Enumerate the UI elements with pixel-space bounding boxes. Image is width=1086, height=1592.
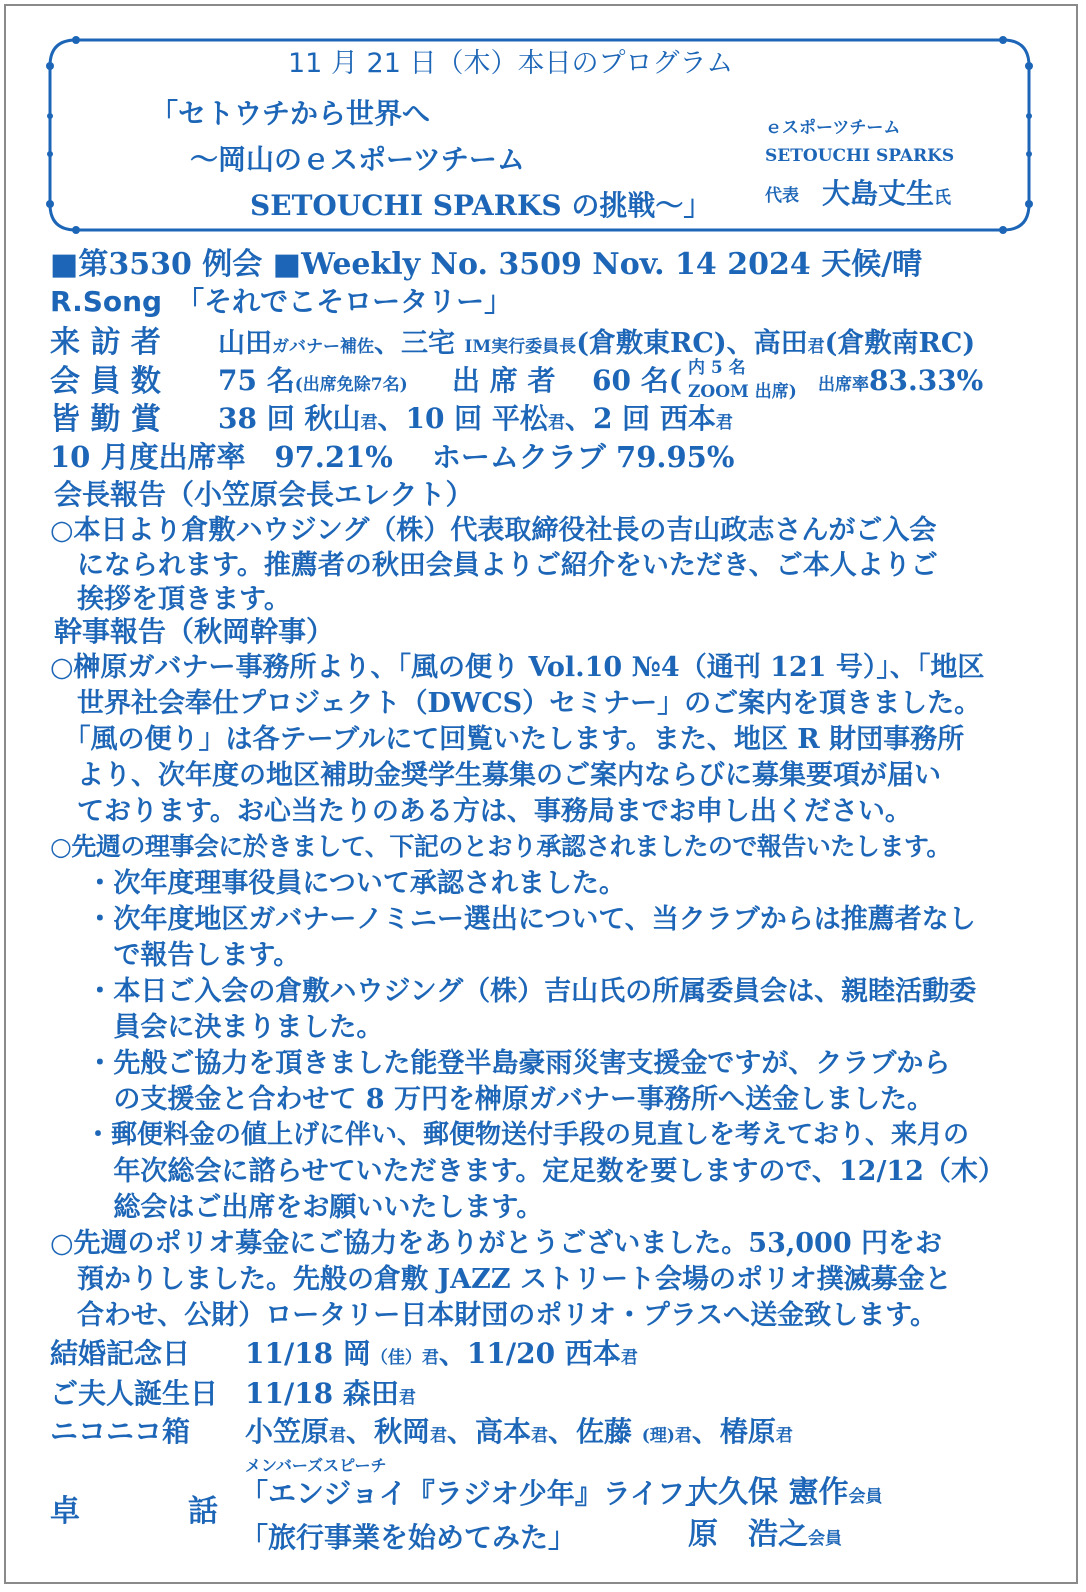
- attendance-label: 出 席 者: [452, 364, 556, 397]
- anniversary-label: 結婚記念日: [50, 1337, 191, 1370]
- secretary-report-line: 総会はご出席をお願いいたします。: [50, 1192, 544, 1223]
- monthly-attendance: 10 月度出席率 97.21% ホームクラブ 79.95%: [50, 440, 735, 474]
- speech-subtitle: メンバーズスピーチ: [245, 1456, 387, 1475]
- speech-title-1: 「エンジョイ『ラジオ少年』ライフ」: [240, 1477, 714, 1510]
- niconico-label: ニコニコ箱: [50, 1415, 191, 1448]
- president-report-line-2: になられます。推薦者の秋田会員よりご紹介をいただき、ご本人よりご: [50, 550, 938, 581]
- secretary-report-line: 世界社会奉仕プロジェクト（DWCS）セミナー」のご案内を頂きました。: [50, 688, 982, 719]
- secretary-report-heading: 幹事報告（秋岡幹事）: [54, 615, 335, 648]
- members-count: 75 名(出席免除7名): [218, 364, 408, 397]
- zoom-attendance-bottom: ZOOM 出席): [688, 382, 797, 402]
- meeting-header: ■第3530 例会 ■Weekly No. 3509 Nov. 14 2024 天候/晴: [50, 247, 923, 282]
- speech-title-2: 「旅行事業を始めてみた」: [240, 1521, 577, 1554]
- speaker-2: 原 浩之会員: [688, 1517, 842, 1552]
- secretary-report-line: 員会に決まりました。: [50, 1012, 384, 1043]
- secretary-report-line: 合わせ、公財）ロータリー日本財団のポリオ・プラスへ送金致します。: [50, 1300, 937, 1331]
- visitors-label: 来 訪 者: [50, 325, 161, 360]
- secretary-report-line: 預かりしました。先般の倉敷 JAZZ ストリート会場のポリオ撲滅募金と: [50, 1264, 952, 1295]
- members-label: 会 員 数: [50, 364, 161, 399]
- attendance-rate: 出席率83.33%: [818, 364, 984, 397]
- perfect-attendance-value: 38 回 秋山君、10 回 平松君、2 回 西本君: [218, 402, 733, 435]
- wife-birthday-label: ご夫人誕生日: [50, 1377, 219, 1410]
- secretary-report-line: ・次年度理事役員について承認されました。: [50, 868, 626, 899]
- secretary-report-line: ・次年度地区ガバナーノミニー選出について、当クラブからは推薦者なし: [50, 904, 976, 935]
- secretary-report-line: 年次総会に諮らせていただきます。定足数を要しますので、12/12（木）: [50, 1156, 1005, 1187]
- program-title-line-1: 「セトウチから世界へ: [150, 97, 431, 130]
- perfect-attendance-label: 皆 勤 賞: [50, 402, 161, 437]
- speaker-1: 大久保 憲作会員: [688, 1475, 883, 1510]
- secretary-report-line: ・本日ご入会の倉敷ハウジング（株）吉山氏の所属委員会は、親睦活動委: [50, 976, 977, 1007]
- secretary-report-line: の支援金と合わせて 8 万円を榊原ガバナー事務所へ送金しました。: [50, 1084, 934, 1115]
- program-title-line-2: ～岡山のｅスポーツチーム: [190, 143, 525, 176]
- team-name-en: SETOUCHI SPARKS: [765, 146, 955, 166]
- speech-label-b: 話: [188, 1494, 218, 1529]
- attendance-count: 60 名(: [592, 364, 682, 397]
- representative-name: 大島丈生氏: [822, 177, 952, 210]
- secretary-report-line: より、次年度の地区補助金奨学生募集のご案内ならびに募集要項が届い: [50, 760, 941, 791]
- secretary-report-line: ○先週の理事会に於きまして、下記のとおり承認されましたので報告いたします。: [50, 832, 951, 861]
- rotary-song: R.Song 「それでこそロータリー」: [50, 285, 513, 318]
- secretary-report-line: 「風の便り」は各テーブルにて回覧いたします。また、地区 R 財団事務所: [50, 724, 965, 755]
- speech-label-a: 卓: [50, 1494, 80, 1529]
- president-report-line-1: ○本日より倉敷ハウジング（株）代表取締役社長の吉山政志さんがご入会: [50, 515, 937, 546]
- secretary-report-line: ・先般ご協力を頂きました能登半島豪雨災害支援金ですが、クラブから: [50, 1048, 951, 1079]
- secretary-report-line: ・郵便料金の値上げに伴い、郵便物送付手段の見直しを考えており、来月の: [50, 1120, 970, 1150]
- zoom-attendance-top: 内 5 名: [688, 358, 746, 378]
- president-report-heading: 会長報告（小笠原会長エレクト）: [54, 478, 474, 511]
- representative-label: 代表: [765, 186, 799, 206]
- visitors-value: 山田ガバナー補佐、三宅 IM実行委員長(倉敷東RC)、高田君(倉敷南RC): [218, 328, 976, 359]
- secretary-report-line: ○先週のポリオ募金にご協力をありがとうございました。53,000 円をお: [50, 1228, 943, 1259]
- program-date-line: 11 月 21 日（木）本日のプログラム: [288, 48, 734, 79]
- secretary-report-line: で報告します。: [50, 940, 301, 971]
- wife-birthday-value: 11/18 森田君: [245, 1377, 416, 1410]
- team-name-jp: ｅスポーツチーム: [765, 118, 901, 138]
- president-report-line-3: 挨拶を頂きます。: [50, 584, 291, 615]
- secretary-report-line: ております。お心当たりのある方は、事務局までお申し出ください。: [50, 796, 912, 827]
- program-title-line-3: SETOUCHI SPARKS の挑戦～」: [250, 189, 712, 222]
- niconico-value: 小笠原君、秋岡君、高本君、佐藤 (理)君、椿原君: [245, 1415, 793, 1448]
- anniversary-value: 11/18 岡（佳）君、11/20 西本君: [245, 1337, 638, 1370]
- secretary-report-line: ○榊原ガバナー事務所より、「風の便り Vol.10 №4（通刊 121 号）」、「地区: [50, 652, 985, 683]
